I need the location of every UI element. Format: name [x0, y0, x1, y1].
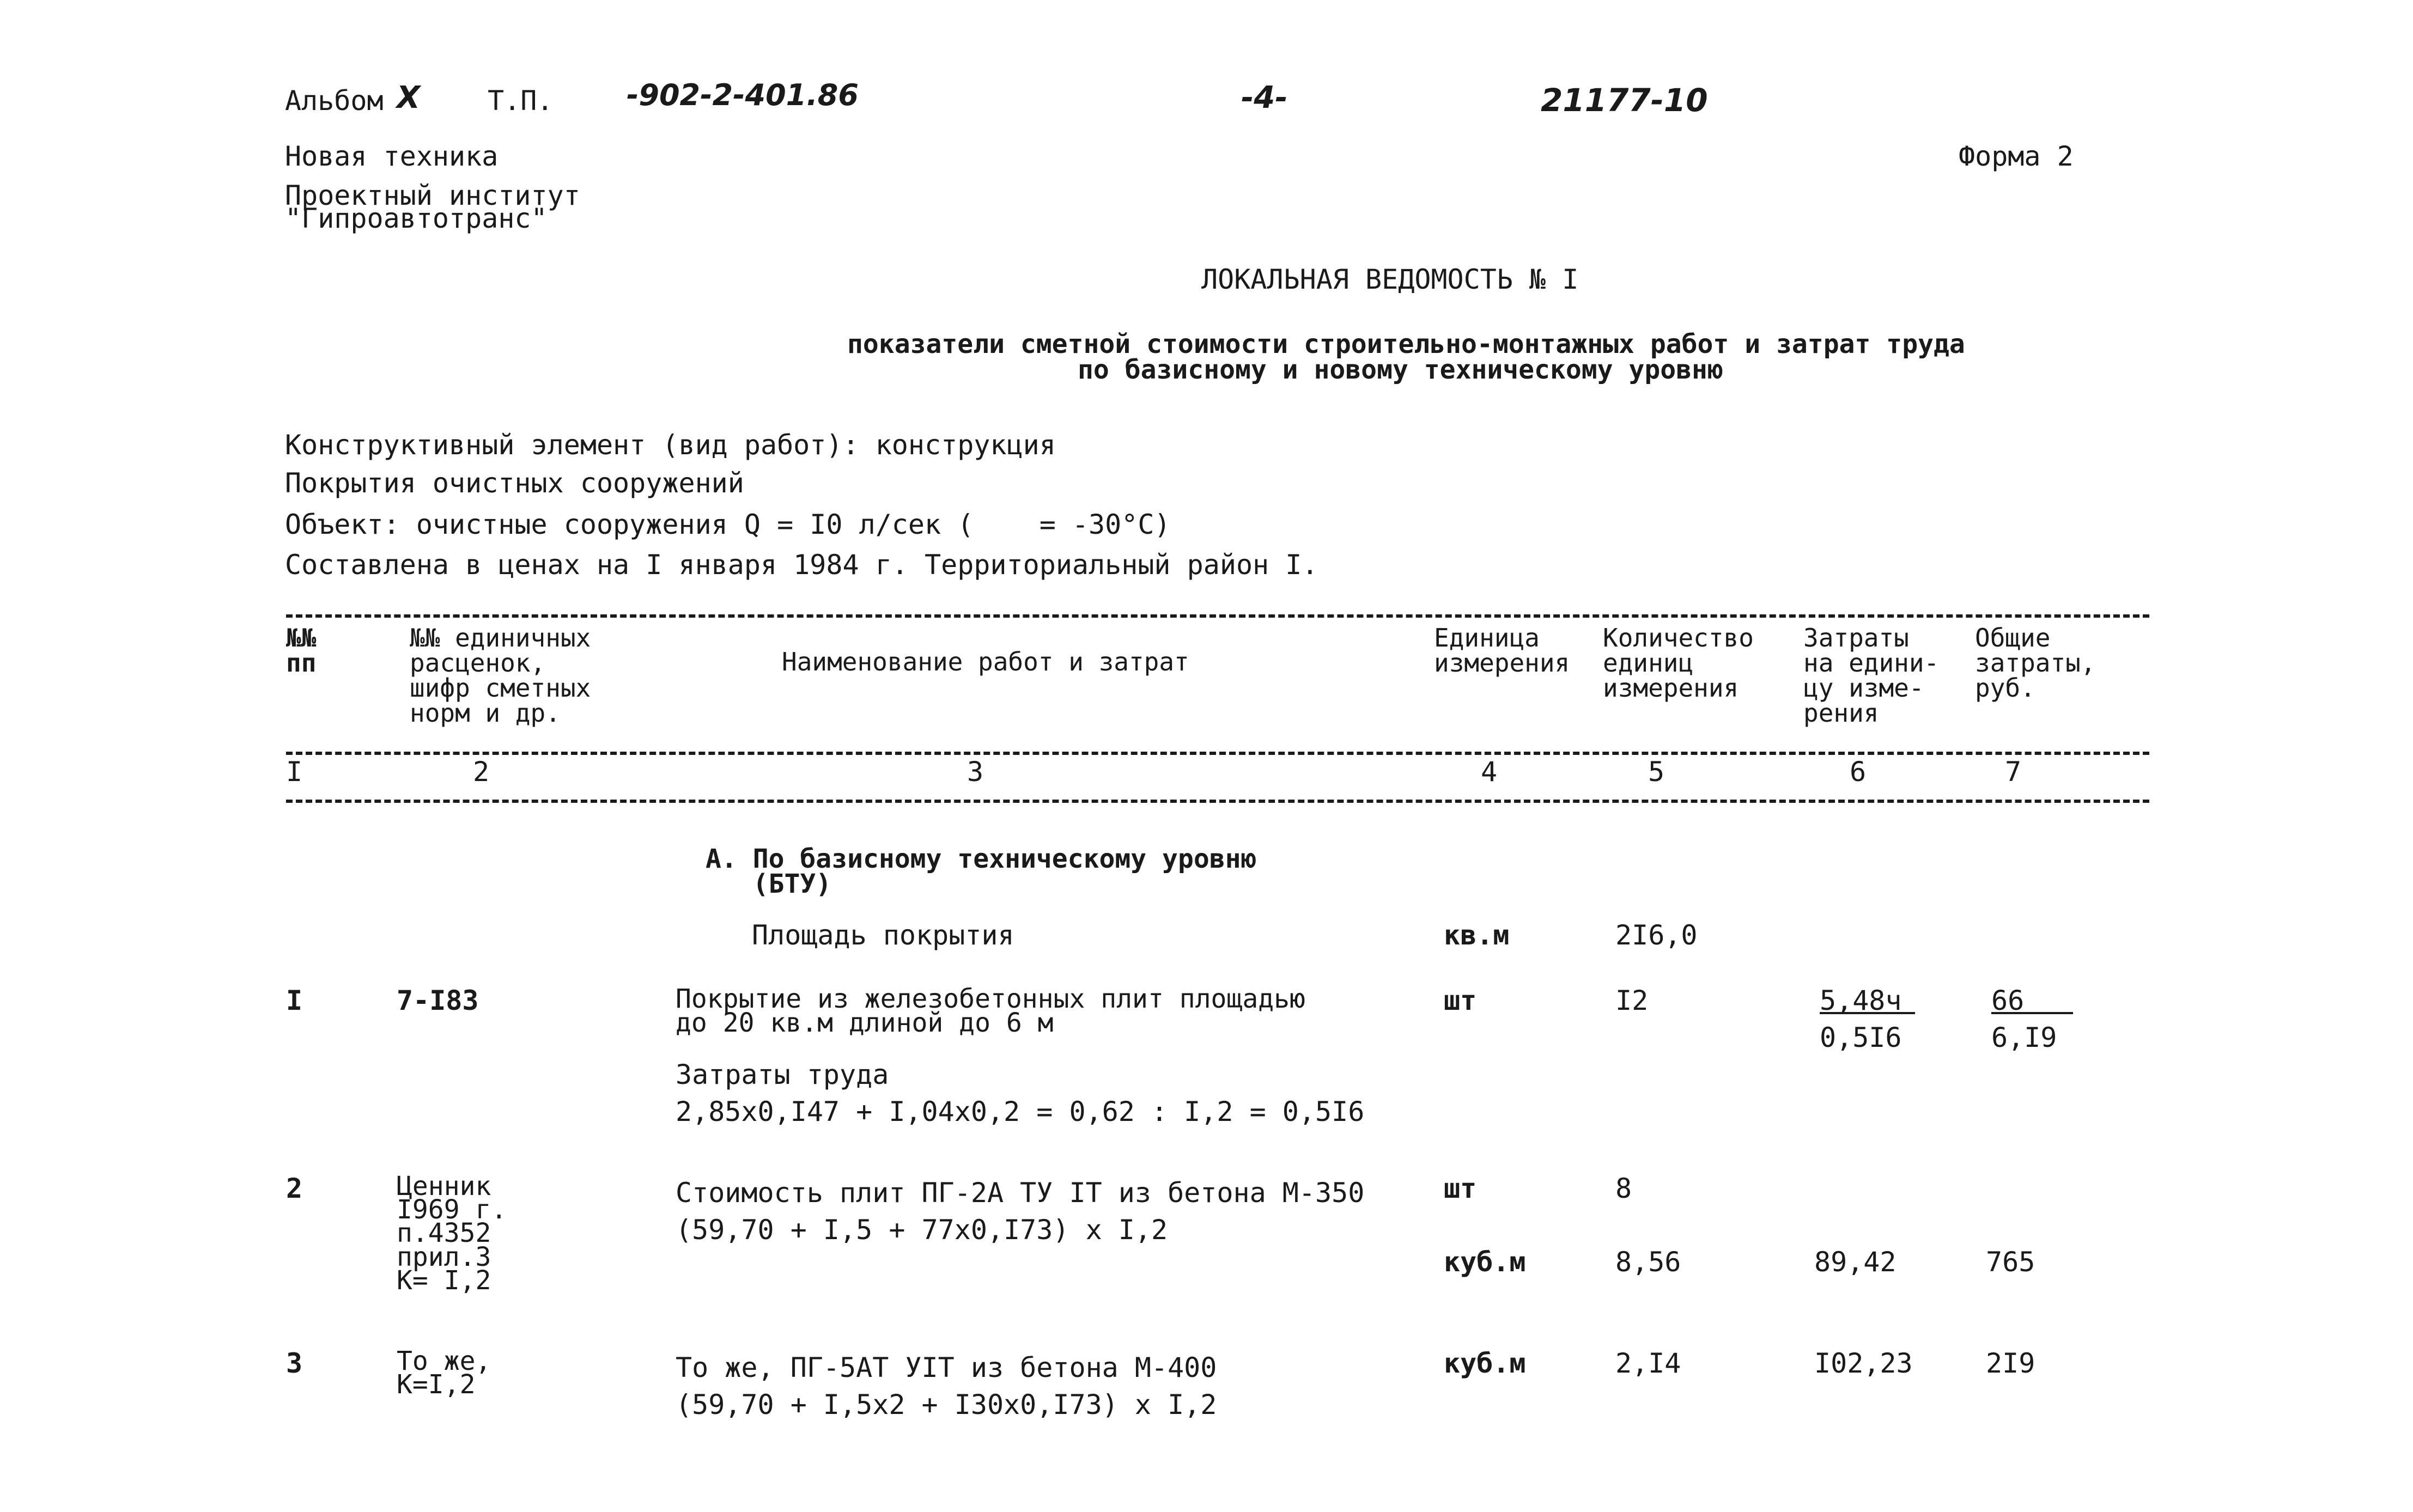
form-label: Форма 2 [1959, 141, 2074, 172]
org-name: "Гипроавтотранс" [285, 203, 548, 234]
meta-prices: Составлена в ценах на I января 1984 г. Территориальный район I. [285, 549, 1318, 581]
meta-object: Объект: очистные сооружения Q = I0 л/сек ( = -30°C) [285, 509, 1171, 540]
col-number-6: 6 [1850, 756, 1867, 788]
col-number-2: 2 [473, 756, 490, 788]
row1-labor-calc: 2,85x0,I47 + I,04x0,2 = 0,62 : I,2 = 0,5I6 [676, 1096, 1365, 1127]
row2-unit-1: шт [1444, 1173, 1477, 1204]
header-col-qty: Количество единиц измерения [1603, 623, 1754, 703]
row3-code: То же, К=I,2 [397, 1346, 491, 1400]
row1-total-top: 66 [1991, 985, 2025, 1016]
area-name: Площадь покрытия [752, 919, 1014, 951]
row1-qty: I2 [1615, 985, 1649, 1016]
row2-name: Стоимость плит ПГ-2А ТУ IТ из бетона М-350 (59,70 + I,5 + 77x0,I73) x I,2 [676, 1177, 1365, 1246]
page-number: -4- [1241, 80, 1288, 115]
table-rule-top [286, 614, 2149, 618]
row2-qty-1: 8 [1615, 1173, 1632, 1204]
row2-code: Ценник I969 г. п.4352 прил.3 К= I,2 [397, 1171, 507, 1296]
org-new-technology: Новая техника [285, 141, 499, 172]
row3-unit: куб.м [1444, 1348, 1526, 1379]
tp-code: -902-2-401.86 [627, 78, 859, 112]
row1-total-fraction-line [1991, 1012, 2073, 1014]
row1-unit-cost-top: 5,48ч [1820, 985, 1902, 1016]
row3-unit-cost: I02,23 [1814, 1348, 1913, 1379]
row2-qty-2: 8,56 [1615, 1246, 1681, 1278]
header-col-code: №№ единичных расценок, шифр сметных норм и др. [410, 623, 591, 728]
table-rule-bottom [286, 800, 2149, 803]
row1-code: 7-I83 [397, 985, 479, 1016]
row1-unit-cost-fraction-line [1820, 1012, 1915, 1014]
meta-work-type: Покрытия очистных сооружений [285, 467, 744, 499]
document-code: 21177-10 [1541, 82, 1708, 119]
title-subtitle-2: по базисному и новому техническому уровню [1078, 355, 1723, 385]
org-institute: Проектный институт [285, 180, 580, 211]
col-number-7: 7 [2005, 756, 2022, 788]
row2-total: 765 [1986, 1246, 2035, 1278]
row3-qty: 2,I4 [1615, 1348, 1681, 1379]
area-qty: 2I6,0 [1615, 919, 1698, 951]
col-number-5: 5 [1648, 756, 1665, 788]
row3-total: 2I9 [1986, 1348, 2035, 1379]
row1-labor-label: Затраты труда [676, 1059, 889, 1090]
title-subtitle-1: показатели сметной стоимости строительно-монтажных работ и затрат труда [847, 329, 1965, 359]
area-unit: кв.м [1444, 919, 1510, 951]
page-title: ЛОКАЛЬНАЯ ВЕДОМОСТЬ № I [1201, 264, 1579, 295]
tp-label: Т.П. [488, 85, 554, 117]
row1-num: I [286, 985, 303, 1016]
header-col-total: Общие затраты, руб. [1975, 623, 2096, 703]
album-number: X [397, 80, 421, 115]
table-rule-mid [286, 752, 2149, 755]
row1-name: Покрытие из железобетонных плит площадью до 20 кв.м длиной до 6 м [676, 984, 1305, 1039]
header-col-unit-cost: Затраты на едини- цу изме- рения [1803, 623, 1940, 728]
section-a-heading: А. По базисному техническому уровню (БТУ) [706, 844, 1257, 899]
row1-unit: шт [1444, 985, 1477, 1016]
row1-total-bottom: 6,I9 [1991, 1022, 2057, 1053]
row2-unit-2: куб.м [1444, 1246, 1526, 1278]
header-col-num: №№ пп [286, 623, 317, 678]
meta-construction-element: Конструктивный элемент (вид работ): конструкция [285, 429, 1056, 461]
row2-unit-cost: 89,42 [1814, 1246, 1897, 1278]
col-number-3: 3 [967, 756, 984, 788]
row3-name: То же, ПГ-5АТ УIТ из бетона М-400 (59,70 + I,5x2 + I30x0,I73) x I,2 [676, 1352, 1217, 1420]
col-number-1: I [286, 756, 303, 788]
row3-num: 3 [286, 1348, 303, 1379]
col-number-4: 4 [1481, 756, 1498, 788]
row2-num: 2 [286, 1173, 303, 1204]
header-col-unit: Единица измерения [1434, 623, 1570, 678]
header-col-name: Наименование работ и затрат [782, 647, 1189, 676]
album-label: Альбом [285, 85, 384, 117]
row1-unit-cost-bottom: 0,5I6 [1820, 1022, 1902, 1053]
